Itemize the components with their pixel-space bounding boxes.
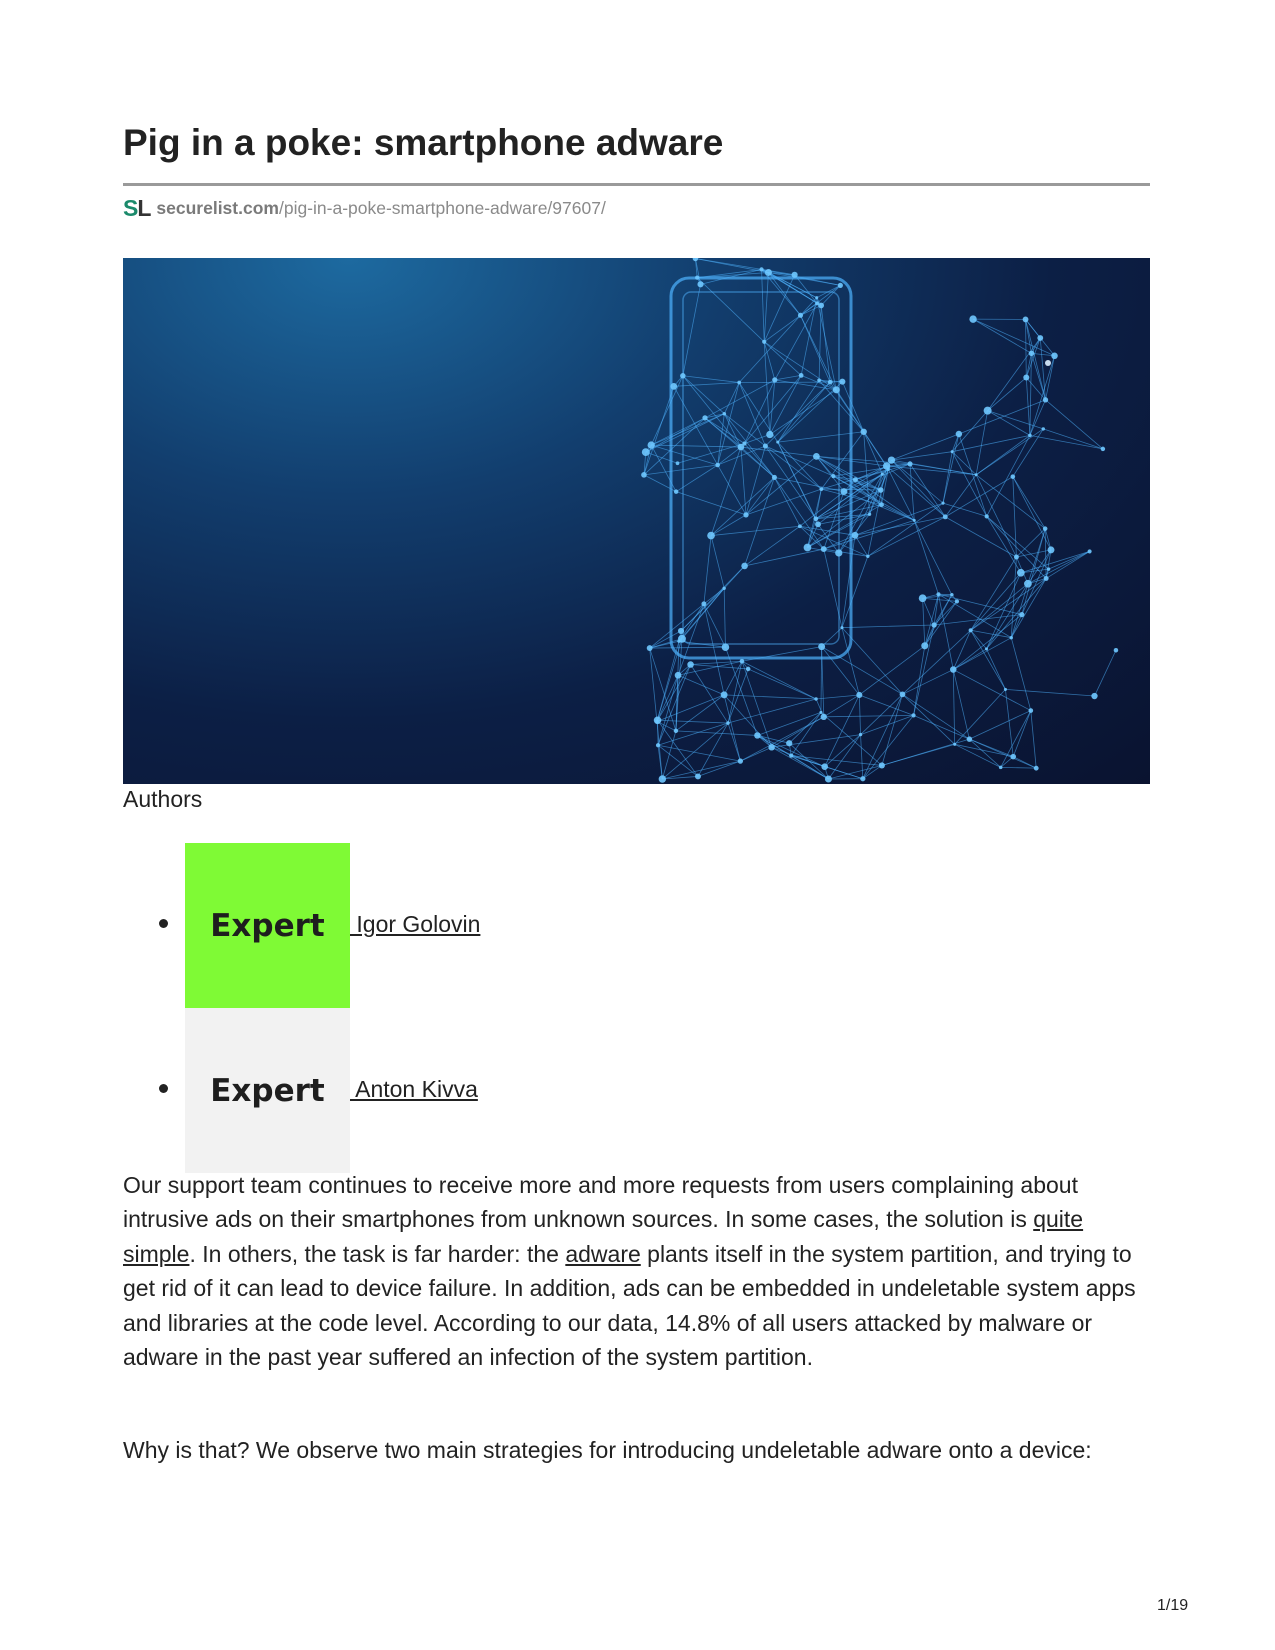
body-paragraph-2: Why is that? We observe two main strategies for introducing undeletable adware onto a device: [123,1437,1092,1463]
author-link-anton-kivva[interactable]: Anton Kivva [350,1076,478,1102]
expert-badge-avatar[interactable]: Expert [185,843,350,1008]
securelist-logo-icon: SL [123,194,151,221]
source-domain: securelist.com [156,197,279,218]
bullet-icon [159,919,168,928]
author-link-igor-golovin[interactable]: Igor Golovin [350,911,481,937]
author-list [123,843,723,1173]
title-divider [123,183,1150,186]
simple-link[interactable]: simple [123,1240,190,1267]
source-line [123,196,606,220]
body-paragraph-1: Our support team continues to receive more and more requests from users complaining about intrusive ads on their smartphones from unknown sources. In some cases, the solution is quite simple. In others, the task is far harder: the adware plants itself in the system partition, and trying to get rid of it can lead to device failure. In addition, ads can be embedded in undeletable system apps and libraries at the code level. According to our data, 14.8% of all users attacked by malware or adware in the past year suffered an infection of the system partition. [123,1172,1136,1371]
list-item [123,1008,723,1173]
quite-link[interactable]: quite [1033,1206,1084,1233]
expert-badge-avatar[interactable]: Expert [185,1008,350,1173]
hero-image [123,258,1150,784]
page-number: 1/19 [1157,1597,1189,1614]
source-url-link[interactable] [156,198,605,219]
authors-heading: Authors [123,786,203,812]
list-item [123,843,723,1008]
bullet-icon [159,1084,168,1093]
source-path: /pig-in-a-poke-smartphone-adware/97607/ [278,197,606,218]
adware-link[interactable]: adware [565,1240,641,1267]
page-title: Pig in a poke: smartphone adware [123,122,724,163]
network-hand-holding-phone-image [123,258,1150,784]
